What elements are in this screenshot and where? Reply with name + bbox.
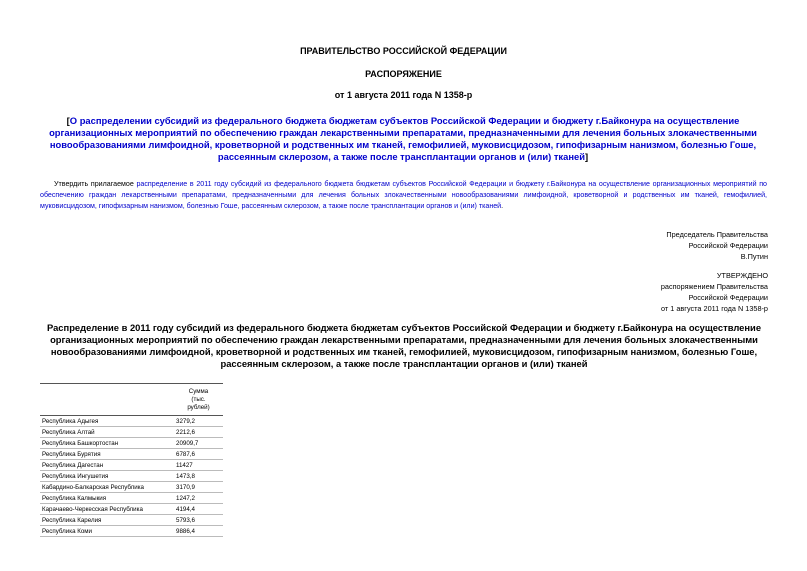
amount-cell: 5793,6: [174, 515, 223, 526]
header-region: [40, 384, 174, 416]
amount-cell: 1247,2: [174, 493, 223, 504]
table-row: [40, 471, 223, 482]
table-title: Распределение в 2011 году субсидий из федерального бюджета бюджетам субъектов Российской Федерации и бюджету г.Байконура на осуществление организационных мероприятий по обеспечению граждан лекарственными препаратами, предназначенными для лечения больных злокачественными новообразованиями лимфоидной, кроветворной и родственных им тканей, гемофилией, муковисцидозом, гипофизарным нанизмом, болезнью Гоше, рассеянным склерозом, а также после трансплантации органов и (или) тканей: [46, 322, 762, 369]
approval-line: УТВЕРЖДЕНО: [716, 271, 768, 280]
region-cell: Республика Ингушетия: [40, 471, 174, 482]
body-prefix: Утвердить прилагаемое: [54, 180, 137, 188]
header-amount: [174, 384, 223, 416]
table-row: [40, 515, 223, 526]
table-row: [40, 427, 223, 438]
signature-line: Российской Федерации: [688, 241, 768, 250]
region-cell: Республика Башкортостан: [40, 438, 174, 449]
region-cell: Республика Адыгея: [40, 416, 174, 427]
table-row: [40, 493, 223, 504]
body-paragraph: [40, 179, 767, 212]
amount-cell: 4194,4: [174, 504, 223, 515]
approval-line: распоряжением Правительства: [660, 282, 768, 291]
region-cell: Республика Дагестан: [40, 460, 174, 471]
table-row: [40, 504, 223, 515]
amount-cell: 2212,6: [174, 427, 223, 438]
table-row: [40, 460, 223, 471]
title-close-bracket: ]: [584, 151, 589, 162]
region-cell: Кабардино-Балкарская Республика: [40, 482, 174, 493]
amount-cell: 6787,6: [174, 449, 223, 460]
amount-cell: 3170,9: [174, 482, 223, 493]
government-heading: ПРАВИТЕЛЬСТВО РОССИЙСКОЙ ФЕДЕРАЦИИ: [300, 46, 507, 56]
body-suffix: .: [501, 202, 504, 210]
region-cell: Карачаево-Черкесская Республика: [40, 504, 174, 515]
header-amount-line: рублей): [187, 403, 210, 411]
document-title: [36, 115, 770, 163]
table-row: [40, 449, 223, 460]
document-kind: РАСПОРЯЖЕНИЕ: [365, 69, 442, 79]
region-cell: Республика Алтай: [40, 427, 174, 438]
approval-block: [468, 270, 768, 314]
table-row: [40, 482, 223, 493]
header-amount-line: Сумма: [188, 387, 209, 395]
signature-name: В.Путин: [740, 252, 768, 261]
amount-cell: 20909,7: [174, 438, 223, 449]
region-cell: Республика Коми: [40, 526, 174, 537]
signature-line: Председатель Правительства: [666, 230, 768, 239]
header-amount-line: (тыс.: [191, 395, 206, 403]
table-row: [40, 438, 223, 449]
document-date: от 1 августа 2011 года N 1358-р: [334, 90, 473, 100]
approval-line: от 1 августа 2011 года N 1358-р: [661, 304, 768, 313]
region-cell: Республика Бурятия: [40, 449, 174, 460]
region-cell: Республика Калмыкия: [40, 493, 174, 504]
title-link[interactable]: О распределении субсидий из федерального бюджета бюджетам субъектов Российской Федерации и бюджету г.Байконура на осуществление организационных мероприятий по обеспечению граждан лекарственными препаратами, предназначенными для лечения больных злокачественными новообразованиями лимфоидной, кроветворной и родственных им тканей, гемофилией, муковисцидозом, гипофизарным нанизмом, болезнью Гоше, рассеянным склерозом, а также после трансплантации органов и (или) тканей: [49, 115, 757, 162]
table-header-row: [40, 384, 223, 416]
table-row: [40, 416, 223, 427]
region-cell: Республика Карелия: [40, 515, 174, 526]
approval-line: Российской Федерации: [688, 293, 768, 302]
amount-cell: 9886,4: [174, 526, 223, 537]
subsidy-table: [40, 383, 223, 537]
table-row: [40, 526, 223, 537]
signature-block: [468, 229, 768, 262]
distribution-link[interactable]: распределение в 2011 году субсидий из федерального бюджета бюджетам субъектов Российской Федерации и бюджету г.Байконура на осуществление организационных мероприятий по обеспечению граждан лекарственными препаратами, предназначенными для лечения больных злокачественными новообразованиями лимфоидной, кроветворной и родственных им тканей, гемофилией, муковисцидозом, гипофизарным нанизмом, болезнью Гоше, рассеянным склерозом, а также после трансплантации органов и (или) тканей: [40, 180, 767, 210]
amount-cell: 1473,8: [174, 471, 223, 482]
amount-cell: 3279,2: [174, 416, 223, 427]
title-open-bracket: [: [66, 115, 70, 126]
table-body: [40, 416, 223, 537]
amount-cell: 11427: [174, 460, 223, 471]
